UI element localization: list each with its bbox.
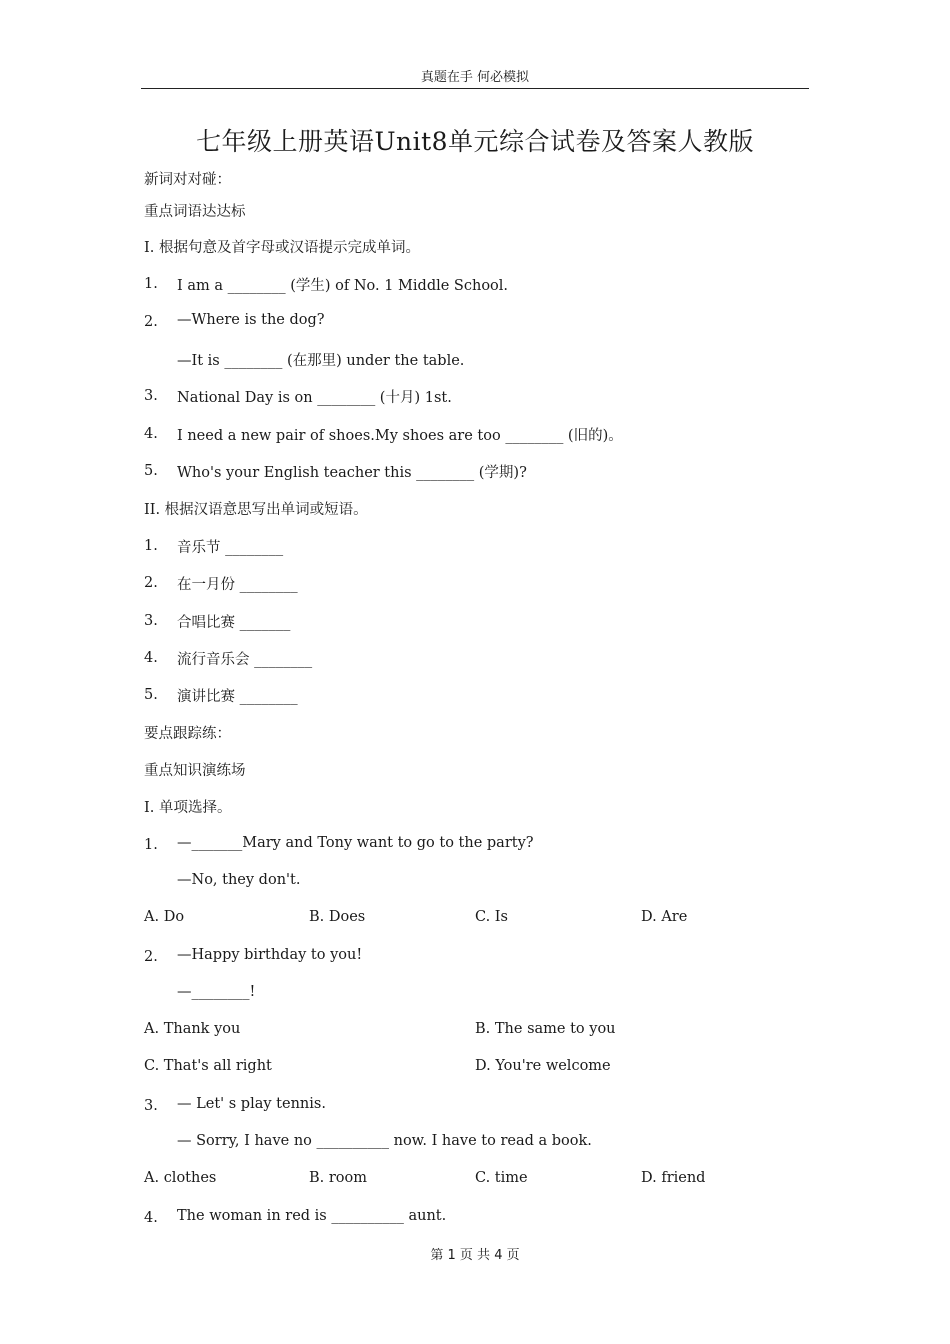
part3-q1-option-a: A. Do bbox=[144, 909, 185, 925]
page-header: 真题在手 何必模拟 bbox=[420, 70, 530, 85]
part1-q2-text: —Where is the dog? bbox=[177, 312, 325, 328]
part1-q3-text: National Day is on ________ (十月) 1st. bbox=[177, 390, 452, 406]
part2-q3-num: 3. bbox=[144, 613, 158, 629]
part1-q1-text: I am a ________ (学生) of No. 1 Middle School. bbox=[177, 278, 509, 294]
part1-q4-num: 4. bbox=[144, 426, 158, 442]
part3-q2-num: 2. bbox=[144, 949, 158, 965]
part3-q2-option-c: C. That's all right bbox=[144, 1058, 272, 1074]
part2-q5-num: 5. bbox=[144, 687, 158, 703]
part3-q3-line2: — Sorry, I have no __________ now. I have to read a book. bbox=[177, 1133, 592, 1149]
part2-q5-text: 演讲比赛 ________ bbox=[177, 689, 298, 705]
part2-q2-text: 在一月份 ________ bbox=[177, 577, 298, 593]
part2-q4-text: 流行音乐会 ________ bbox=[177, 652, 313, 668]
part3-q3-line1: — Let' s play tennis. bbox=[177, 1096, 326, 1112]
part3-q2-option-d: D. You're welcome bbox=[475, 1058, 611, 1074]
part1-q1-num: 1. bbox=[144, 276, 158, 292]
part3-q1-line1: —_______Mary and Tony want to go to the party? bbox=[177, 835, 534, 851]
part3-q3-option-a: A. clothes bbox=[144, 1170, 217, 1186]
section-practice: 重点知识演练场 bbox=[144, 763, 246, 779]
part2-q1-num: 1. bbox=[144, 538, 158, 554]
part3-q1-option-c: C. Is bbox=[475, 909, 508, 925]
part2-q2-num: 2. bbox=[144, 575, 158, 591]
part2-q4-num: 4. bbox=[144, 650, 158, 666]
part3-heading: I. 单项选择。 bbox=[144, 800, 232, 816]
part3-q4-num: 4. bbox=[144, 1210, 158, 1226]
part1-q2-text-2: —It is ________ (在那里) under the table. bbox=[177, 353, 465, 369]
part3-q1-line2: —No, they don't. bbox=[177, 872, 301, 888]
part2-heading: II. 根据汉语意思写出单词或短语。 bbox=[144, 502, 368, 518]
part2-q3-text: 合唱比赛 _______ bbox=[177, 615, 291, 631]
part1-q5-text: Who's your English teacher this ________ (学期)? bbox=[177, 465, 527, 481]
section-new-words: 新词对对碰： bbox=[144, 172, 231, 188]
document-title: 七年级上册英语Unit8单元综合试卷及答案人教版 bbox=[195, 127, 755, 156]
part3-q3-option-b: B. room bbox=[309, 1170, 368, 1186]
part3-q2-line1: —Happy birthday to you! bbox=[177, 947, 363, 963]
part3-q2-option-a: A. Thank you bbox=[144, 1021, 241, 1037]
part3-q1-num: 1. bbox=[144, 837, 158, 853]
page-footer: 第 1 页 共 4 页 bbox=[430, 1248, 520, 1263]
part1-q3-num: 3. bbox=[144, 388, 158, 404]
part1-q4-text: I need a new pair of shoes.My shoes are too ________ (旧的)。 bbox=[177, 428, 623, 444]
part1-heading: I. 根据句意及首字母或汉语提示完成单词。 bbox=[144, 240, 420, 256]
part3-q3-num: 3. bbox=[144, 1098, 158, 1114]
part2-q1-text: 音乐节 ________ bbox=[177, 540, 284, 556]
part3-q3-option-c: C. time bbox=[475, 1170, 528, 1186]
part1-q5-num: 5. bbox=[144, 463, 158, 479]
part3-q2-option-b: B. The same to you bbox=[475, 1021, 616, 1037]
header-rule bbox=[141, 88, 809, 89]
part3-q1-option-d: D. Are bbox=[641, 909, 688, 925]
part3-q2-line2: —________! bbox=[177, 984, 256, 1000]
section-key-points: 要点跟踪练： bbox=[144, 726, 231, 742]
part3-q3-option-d: D. friend bbox=[641, 1170, 706, 1186]
part3-q1-option-b: B. Does bbox=[309, 909, 366, 925]
part1-q2-num: 2. bbox=[144, 314, 158, 330]
section-key-words: 重点词语达达标 bbox=[144, 204, 246, 220]
part3-q4-line1: The woman in red is __________ aunt. bbox=[177, 1208, 447, 1224]
